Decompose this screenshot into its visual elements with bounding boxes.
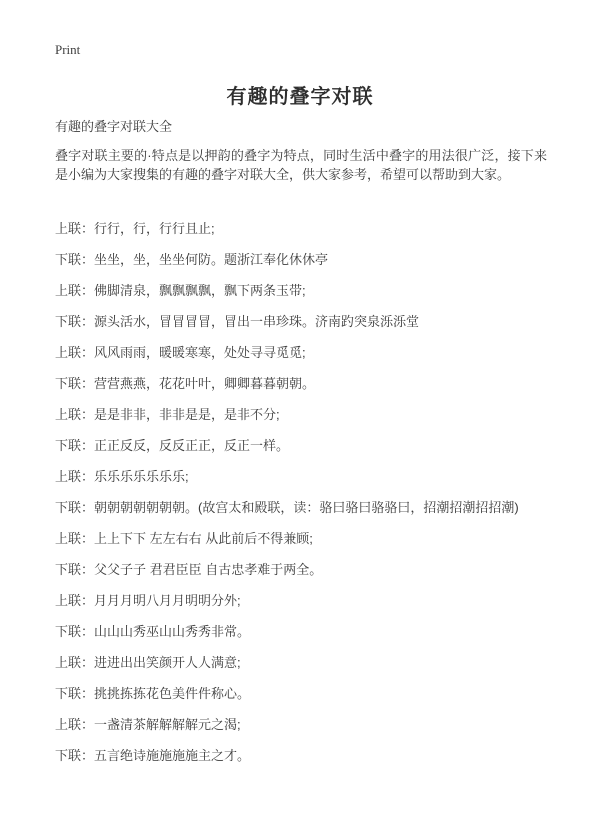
couplet-line-15: 上联：进进出出笑颜开人人满意;	[55, 655, 241, 670]
couplet-line-3: 上联：佛脚清泉，飘飘飘飘，飘下两条玉带;	[55, 283, 306, 298]
couplet-line-2: 下联：坐坐，坐，坐坐何防。题浙江奉化休休亭	[55, 252, 329, 267]
print-button[interactable]: Print	[55, 42, 81, 57]
couplet-list	[55, 219, 575, 777]
intro-paragraph: 叠字对联主要的·特点是以押韵的叠字为特点，同时生活中叠字的用法很广泛，接下来是小编为大家搜集的有趣的叠字对联大全，供大家参考，希望可以帮助到大家。	[55, 148, 547, 182]
couplet-line-7: 上联：是是非非，非非是是，是非不分;	[55, 407, 280, 422]
couplet-line-12: 下联：父父子子 君君臣臣 自古忠孝难于两全。	[55, 562, 323, 577]
couplet-line-14: 下联：山山山秀巫山山秀秀非常。	[55, 624, 251, 639]
couplet-line-8: 下联：正正反反，反反正正，反正一样。	[55, 438, 290, 453]
couplet-line-13: 上联：月月月明八月月明明分外;	[55, 593, 241, 608]
couplet-line-16: 下联：挑挑拣拣花色美件件称心。	[55, 686, 251, 701]
couplet-line-9: 上联：乐乐乐乐乐乐乐;	[55, 469, 189, 484]
document-subtitle: 有趣的叠字对联大全	[55, 119, 173, 134]
couplet-line-6: 下联：营营燕燕，花花叶叶，卿卿暮暮朝朝。	[55, 376, 316, 391]
couplet-line-10: 下联：朝朝朝朝朝朝朝。(故宫太和殿联，读：骆曰骆曰骆骆曰，招潮招潮招招潮)	[55, 500, 519, 515]
couplet-line-17: 上联：一盏清茶解解解解元之渴;	[55, 717, 241, 732]
couplet-line-18: 下联：五言绝诗施施施施主之才。	[55, 748, 251, 763]
couplet-line-11: 上联：上上下下 左左右右 从此前后不得兼顾;	[55, 531, 313, 546]
couplet-line-4: 下联：源头活水，冒冒冒冒，冒出一串珍珠。济南趵突泉泺泺堂	[55, 314, 420, 329]
couplet-line-5: 上联：风风雨雨，暖暖寒寒，处处寻寻觅觅;	[55, 345, 306, 360]
couplet-line-1: 上联：行行，行，行行且止;	[55, 221, 215, 236]
page-title: 有趣的叠字对联	[226, 86, 374, 108]
